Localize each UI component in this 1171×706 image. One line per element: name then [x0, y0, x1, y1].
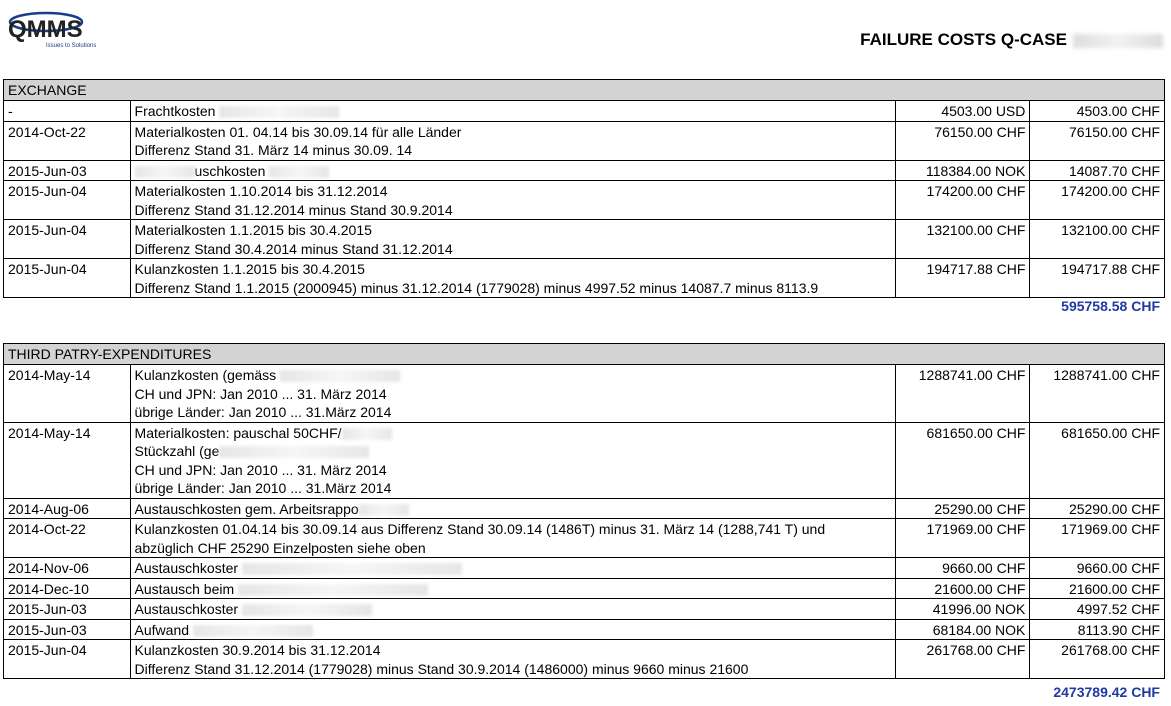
description-cell: Materialkosten 1.10.2014 bis 31.12.2014 Differenz Stand 31.12.2014 minus Stand 30.9.2014	[130, 181, 895, 220]
date-cell: -	[4, 101, 131, 122]
table-row	[4, 181, 1165, 220]
table-row	[4, 101, 1165, 122]
amount-cell: 132100.00 CHF	[895, 220, 1030, 259]
description-cell: Kulanzkosten 01.04.14 bis 30.09.14 aus Differenz Stand 30.09.14 (1486T) minus 31. März 14 (1288,741 T) und abzüglich CHF 25290 Einzelposten siehe oben	[130, 519, 895, 558]
chf-cell: 171969.00 CHF	[1030, 519, 1165, 558]
description-cell: Materialkosten 01. 04.14 bis 30.09.14 für alle Länder Differenz Stand 31. März 14 minus 30.09. 14	[130, 121, 895, 160]
description-cell: Frachtkosten	[130, 101, 895, 122]
table-row	[4, 640, 1165, 679]
chf-cell: 9660.00 CHF	[1030, 558, 1165, 579]
date-cell: 2015-Jun-04	[4, 181, 131, 220]
description-cell: Austauschkosten gem. Arbeitsrappo	[130, 498, 895, 519]
amount-cell: 76150.00 CHF	[895, 121, 1030, 160]
chf-cell: 21600.00 CHF	[1030, 578, 1165, 599]
date-cell: 2014-May-14	[4, 422, 131, 498]
section-header: THIRD PATRY-EXPENDITURES	[4, 344, 1165, 365]
amount-cell: 41996.00 NOK	[895, 599, 1030, 620]
amount-cell: 261768.00 CHF	[895, 640, 1030, 679]
qmms-logo	[6, 10, 106, 50]
table-row	[4, 578, 1165, 599]
table-row	[4, 558, 1165, 579]
amount-cell: 68184.00 NOK	[895, 619, 1030, 640]
amount-cell: 4503.00 USD	[895, 101, 1030, 122]
chf-cell: 4997.52 CHF	[1030, 599, 1165, 620]
third-party-total: 2473789.42 CHF	[1053, 684, 1160, 700]
description-cell: uschkosten	[130, 160, 895, 181]
date-cell: 2015-Jun-03	[4, 619, 131, 640]
chf-cell: 681650.00 CHF	[1030, 422, 1165, 498]
amount-cell: 194717.88 CHF	[895, 259, 1030, 298]
exchange-total: 595758.58 CHF	[1061, 298, 1160, 314]
amount-cell: 681650.00 CHF	[895, 422, 1030, 498]
date-cell: 2015-Jun-04	[4, 640, 131, 679]
document-title	[860, 30, 1163, 50]
table-row	[4, 422, 1165, 498]
date-cell: 2014-Dec-10	[4, 578, 131, 599]
date-cell: 2014-Oct-22	[4, 519, 131, 558]
description-cell: Kulanzkosten (gemäss CH und JPN: Jan 2010 ... 31. März 2014 übrige Länder: Jan 2010 ... 31.März 2014	[130, 365, 895, 423]
date-cell: 2015-Jun-03	[4, 160, 131, 181]
chf-cell: 1288741.00 CHF	[1030, 365, 1165, 423]
amount-cell: 21600.00 CHF	[895, 578, 1030, 599]
redacted-text	[1073, 34, 1163, 48]
table-row	[4, 519, 1165, 558]
exchange-table	[3, 79, 1165, 298]
third-party-table	[3, 343, 1165, 679]
section-header: EXCHANGE	[4, 80, 1165, 101]
description-cell: Kulanzkosten 30.9.2014 bis 31.12.2014 Differenz Stand 31.12.2014 (1779028) minus Stand 30.9.2014 (1486000) minus 9660 minus 21600	[130, 640, 895, 679]
date-cell: 2015-Jun-03	[4, 599, 131, 620]
table-row	[4, 619, 1165, 640]
amount-cell: 174200.00 CHF	[895, 181, 1030, 220]
description-cell: Austauschkoster	[130, 558, 895, 579]
logo-text: QMMS	[8, 16, 83, 43]
table-row	[4, 498, 1165, 519]
description-cell: Kulanzkosten 1.1.2015 bis 30.4.2015 Differenz Stand 1.1.2015 (2000945) minus 31.12.2014 (1779028) minus 4997.52 minus 14087.7 minus 8113.9	[130, 259, 895, 298]
description-cell: Aufwand	[130, 619, 895, 640]
description-cell: Austausch beim	[130, 578, 895, 599]
description-cell: Materialkosten 1.1.2015 bis 30.4.2015 Differenz Stand 30.4.2014 minus Stand 31.12.2014	[130, 220, 895, 259]
date-cell: 2014-Nov-06	[4, 558, 131, 579]
date-cell: 2015-Jun-04	[4, 220, 131, 259]
amount-cell: 171969.00 CHF	[895, 519, 1030, 558]
table-row	[4, 160, 1165, 181]
table-row	[4, 599, 1165, 620]
chf-cell: 14087.70 CHF	[1030, 160, 1165, 181]
table-row	[4, 220, 1165, 259]
description-cell: Austauschkoster	[130, 599, 895, 620]
amount-cell: 25290.00 CHF	[895, 498, 1030, 519]
chf-cell: 194717.88 CHF	[1030, 259, 1165, 298]
chf-cell: 8113.90 CHF	[1030, 619, 1165, 640]
table-row	[4, 121, 1165, 160]
chf-cell: 261768.00 CHF	[1030, 640, 1165, 679]
chf-cell: 4503.00 CHF	[1030, 101, 1165, 122]
amount-cell: 118384.00 NOK	[895, 160, 1030, 181]
table-row	[4, 365, 1165, 423]
description-cell: Materialkosten: pauschal 50CHF/ Stückzahl (ge CH und JPN: Jan 2010 ... 31. März 2014 übrige Länder: Jan 2010 ... 31.März 2014	[130, 422, 895, 498]
date-cell: 2014-Oct-22	[4, 121, 131, 160]
chf-cell: 76150.00 CHF	[1030, 121, 1165, 160]
chf-cell: 25290.00 CHF	[1030, 498, 1165, 519]
chf-cell: 174200.00 CHF	[1030, 181, 1165, 220]
date-cell: 2014-May-14	[4, 365, 131, 423]
chf-cell: 132100.00 CHF	[1030, 220, 1165, 259]
logo-tagline: Issues to Solutions	[46, 43, 97, 49]
date-cell: 2015-Jun-04	[4, 259, 131, 298]
date-cell: 2014-Aug-06	[4, 498, 131, 519]
amount-cell: 1288741.00 CHF	[895, 365, 1030, 423]
table-row	[4, 259, 1165, 298]
amount-cell: 9660.00 CHF	[895, 558, 1030, 579]
document-title-text: FAILURE COSTS Q-CASE	[860, 30, 1067, 49]
